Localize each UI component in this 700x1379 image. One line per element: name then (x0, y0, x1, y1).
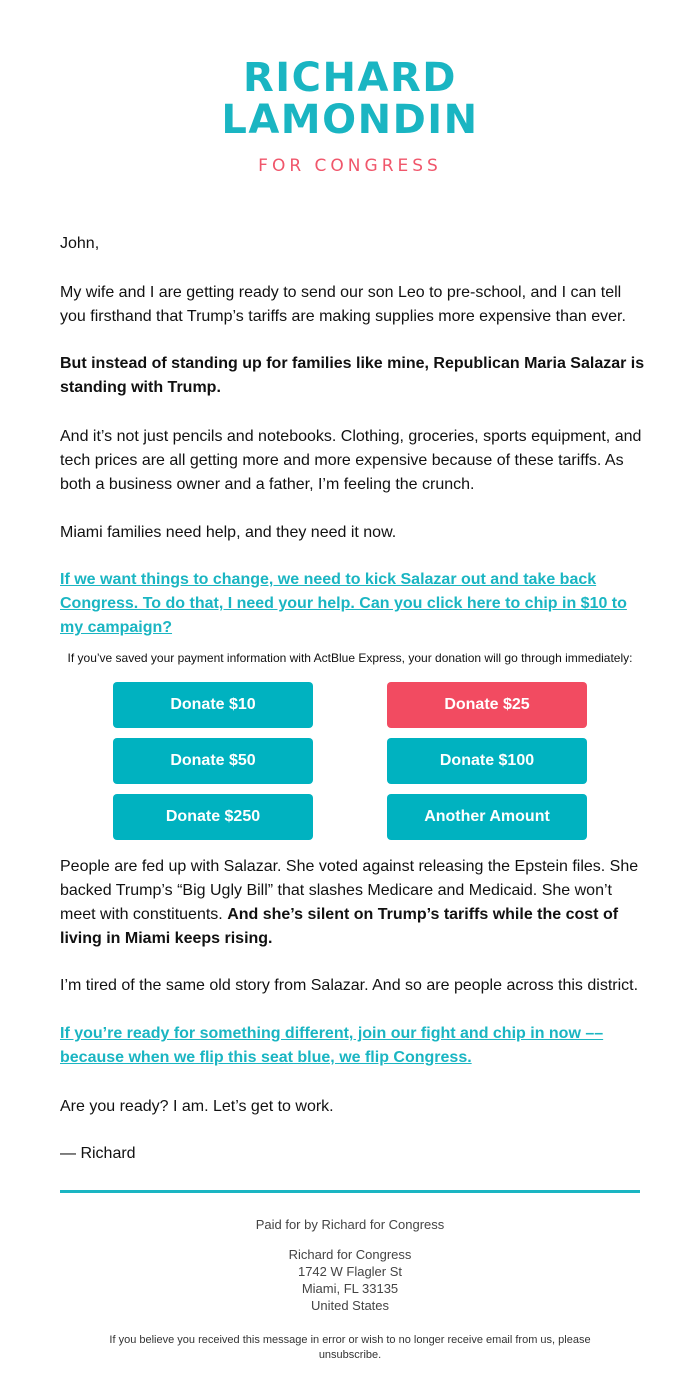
paragraph-4-text: Miami families need help, and they need it now. (60, 524, 397, 541)
donate-link-2-wrap (60, 1022, 645, 1070)
paragraph-6-text: I’m tired of the same old story from Salazar. And so are people across this district. (60, 977, 639, 994)
address-street: 1742 W Flagler St (297, 1264, 403, 1279)
donate-100-button[interactable]: Donate $100 (387, 738, 587, 784)
donate-250-button[interactable]: Donate $250 (113, 794, 313, 840)
unsubscribe-notice[interactable]: If you believe you received this message in error or wish to no longer receive email from us, please unsubscribe. (109, 1334, 591, 1361)
donate-link-2[interactable]: If you’re ready for something different, join our fight and chip in now –– because when we flip this seat blue, we flip Congress. (60, 1025, 604, 1066)
paragraph-7 (60, 1095, 645, 1119)
signoff-text: — Richard (60, 1145, 136, 1162)
paragraph-1-text: My wife and I are getting ready to send our son Leo to pre-school, and I can tell you firsthand that Trump’s tariffs are making supplies more expensive than ever. (60, 284, 626, 325)
paragraph-5 (60, 855, 645, 951)
donate-50-button[interactable]: Donate $50 (113, 738, 313, 784)
donate-25-button[interactable]: Donate $25 (387, 682, 587, 728)
paragraph-1 (60, 281, 645, 329)
paid-for-disclaimer: Paid for by Richard for Congress (255, 1217, 445, 1232)
paragraph-5-text: People are fed up with Salazar. She voted against releasing the Epstein files. She backed Trump’s “Big Ugly Bill” that slashes Medicare and Medicaid. She won’t meet with constituents. (60, 858, 639, 923)
greeting-text: John, (60, 235, 100, 252)
signoff (60, 1142, 645, 1166)
footer-divider (60, 1190, 640, 1193)
address-org: Richard for Congress (288, 1247, 412, 1262)
donate-10-button[interactable]: Donate $10 (113, 682, 313, 728)
logo-last-name: LAMONDIN (221, 97, 479, 143)
mailing-address (0, 1246, 700, 1314)
paragraph-2-text: But instead of standing up for families like mine, Republican Maria Salazar is standing with Trump. (60, 355, 645, 396)
paragraph-3-text: And it’s not just pencils and notebooks. Clothing, groceries, sports equipment, and tech prices are all getting more and more expensive because of these tariffs. As both a business owner and a father, I’m feeling the crunch. (60, 428, 642, 493)
paragraph-3 (60, 425, 645, 497)
paragraph-4 (60, 521, 645, 545)
logo-subtitle: FOR CONGRESS (258, 156, 442, 176)
paragraph-7-text: Are you ready? I am. Let’s get to work. (60, 1098, 334, 1115)
paragraph-2 (60, 352, 645, 400)
another-amount-button[interactable]: Another Amount (387, 794, 587, 840)
address-city: Miami, FL 33135 (301, 1281, 399, 1296)
paragraph-5-bold: And she’s silent on Trump’s tariffs while the cost of living in Miami keeps rising. (60, 906, 619, 947)
address-country: United States (310, 1298, 390, 1313)
logo-first-name: RICHARD (243, 55, 457, 101)
donate-link-1[interactable]: If we want things to change, we need to kick Salazar out and take back Congress. To do that, I need your help. Can you click here to chip in $10 to my campaign? (60, 571, 627, 636)
paragraph-6 (60, 974, 645, 998)
greeting (60, 232, 645, 256)
donate-link-1-wrap (60, 568, 645, 640)
campaign-logo (0, 56, 700, 176)
actblue-note: If you’ve saved your payment information with ActBlue Express, your donation will go through immediately: (67, 651, 633, 665)
